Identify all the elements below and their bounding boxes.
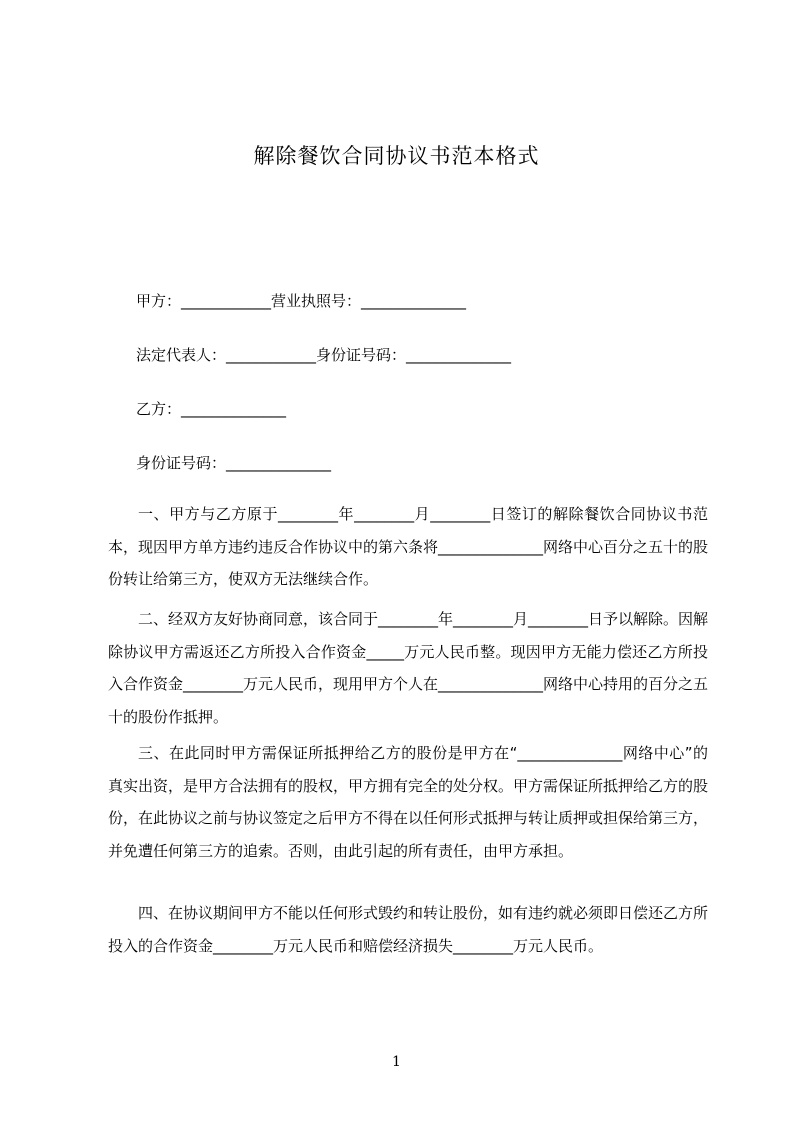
document-title: 解除餐饮合同协议书范本格式 [253, 144, 540, 168]
page-number: 1 [392, 1054, 401, 1070]
party-a-field: 甲方：____________营业执照号：______________ [136, 292, 467, 310]
id-number-field: 身份证号码：______________ [136, 454, 332, 472]
clause-1: 一、甲方与乙方原于________年________月________日签订的解除餐饮合同协议书范本，现因甲方单方违约违反合作协议中的第六条将______________网络中心百分之五十的股份转让给第三方，使双方无法继续合作。 [108, 505, 709, 588]
clause-4: 四、在协议期间甲方不能以任何形式毁约和转让股份，如有违约就必须即日偿还乙方所投入的合作资金________万元人民币和赔偿经济损失________万元人民币。 [108, 904, 709, 955]
party-b-field: 乙方：______________ [136, 400, 287, 418]
clause-2: 二、经双方友好协商同意，该合同于________年________月________日予以解除。因解除协议甲方需返还乙方所投入合作资金_____万元人民币整。现因甲方无能力偿还乙方所投入合作资金________万元人民币，现用甲方个人在______________网络中心持用的百分之五十的股份作抵押。 [108, 610, 709, 726]
clause-3: 三、在此同时甲方需保证所抵押给乙方的股份是甲方在“______________网络中心”的真实出资，是甲方合法拥有的股权，甲方拥有完全的处分权。甲方需保证所抵押给乙方的股份，在此协议之前与协议签定之后甲方不得在以任何形式抵押与转让质押或担保给第三方，并免遭任何第三方的追索。否则，由此引起的所有责任，由甲方承担。 [108, 744, 709, 860]
legal-representative-field: 法定代表人：____________身份证号码：______________ [136, 346, 512, 364]
